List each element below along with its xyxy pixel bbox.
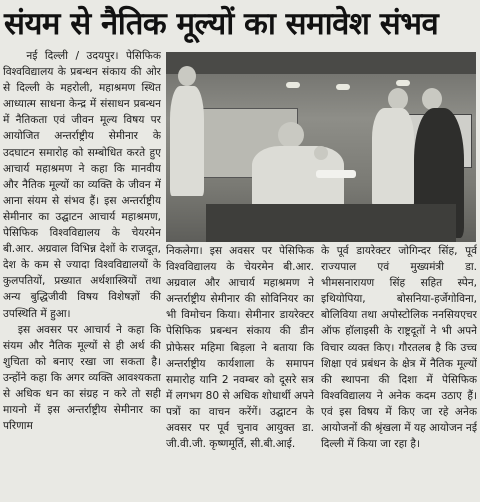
photo-table [206,204,456,242]
photo-light [286,82,300,88]
photo-light [396,80,410,86]
article-column-3 [321,243,477,502]
article-paragraph: निकलेगा। इस अवसर पर पेसिफिक विश्वविद्यालय के चेयरमेन बी.आर. अग्रवाल और आचार्य महाश्रमण ने अन्तर्राष्ट्रीय सेमीनार की सोविनियर का भी विमोचन किया। सेमीनार डायरेक्टर पेसिफिक प्रबन्धन संकाय की डीन प्रोफेसर महिमा बिड़ला ने बताया कि अन्तर्राष्ट्रीय कार्यशाला के समापन समारोह यानि 2 नवम्बर को दूसरे सत्र में लगभग 80 से अधिक शोधार्थी अपने पत्रों का वाचन करेंगें। उद्घाटन के अवसर पर पूर्व चुनाव आयुक्त डा. जी.वी.जी. कृष्णमूर्ति, सी.बी.आई. [166,245,314,451]
photo-person [372,108,414,208]
photo-light [336,84,350,90]
photo-person-head [314,146,328,160]
photo-person-head [278,122,304,148]
news-photo [166,52,476,242]
photo-person-head [388,88,408,110]
article-paragraph: के पूर्व डायरेक्टर जोगिन्दर सिंह, पूर्व राज्यपाल एवं मुख्यमंत्री डा. भीमसनारायण सिंह सहित स्पेन, इथियोपिया, बोसनिया-हर्जेगोविना, बोलिविया तथा अपोस्टोलिक ननसियएचर ऑफ हॉलाइसी के राष्ट्रदूतों ने भी अपने विचार व्यक्त किए। गौरतलब है कि उच्च शिक्षा एवं प्रबंधन के क्षेत्र में नैतिक मूल्यों की स्थापना की दिशा में पेसिफिक विश्वविद्यालय ने अनेक कदम उठाए हैं। एवं इस विषय में किए जा रहे अनेक आयोजनों की श्रृंखला में यह आयोजन नई दिल्ली में किया जा रहा है। [321,245,477,451]
photo-lamp [316,170,356,178]
article-column-1 [3,48,161,502]
dateline: नई दिल्ली / उदयपुर। [26,50,119,62]
photo-person [252,146,344,210]
article-paragraph: इस अवसर पर आचार्य ने कहा कि संयम और नैतिक मूल्यों से ही अर्थ की शुचिता को बनाए रखा जा सकता है। उन्होंने कहा कि अगर व्यक्ति आवश्यकता से अधिक धन का संग्रह न करे तो सही मायनो में इस अन्तर्राष्ट्रीय सेमीनार का परिणाम [3,323,161,433]
photo-person-head [178,66,196,86]
article-column-2 [166,243,314,502]
headline: संयम से नैतिक मूल्यों का समावेश संभव [4,6,439,42]
photo-person-head [422,88,442,110]
paragraph-text: पेसिफिक विश्वविद्यालय के प्रबन्धन संकाय की ओर से दिल्ली के महरोली, महाश्रमण स्थित आध्यात्म साधना केन्द्र में संसाधन प्रबन्धन में नैतिकता एवं जीवन मूल्य विषय पर आयोजित अन्तर्राष्ट्रीय सेमीनार के उदघाटन समारोह को सम्बोधित करते हुए आचार्य महाश्रमण ने कहा कि मानवीय और नैतिक मूल्यों का व्यक्ति के जीवन में आना संयम से संभव हैं। इस अन्तर्राष्ट्रीय सेमीनार का उद्घाटन आचार्य महाश्रमण, पेसिफिक विश्वविद्यालय के चेयरमेन बी.आर. अग्रवाल विभिन्न देशों के राजदूत, देश के कम से ज्यादा विश्वविद्यालयों के कुलपतियों, प्रख्यात अर्थशास्त्रियों तथा अन्य बुद्धिजीवी विषय विशेषज्ञों की उपस्थिति में हुआ। [3,50,161,320]
article-paragraph [3,48,161,322]
photo-person [170,86,204,196]
photo-ceiling [166,52,476,74]
